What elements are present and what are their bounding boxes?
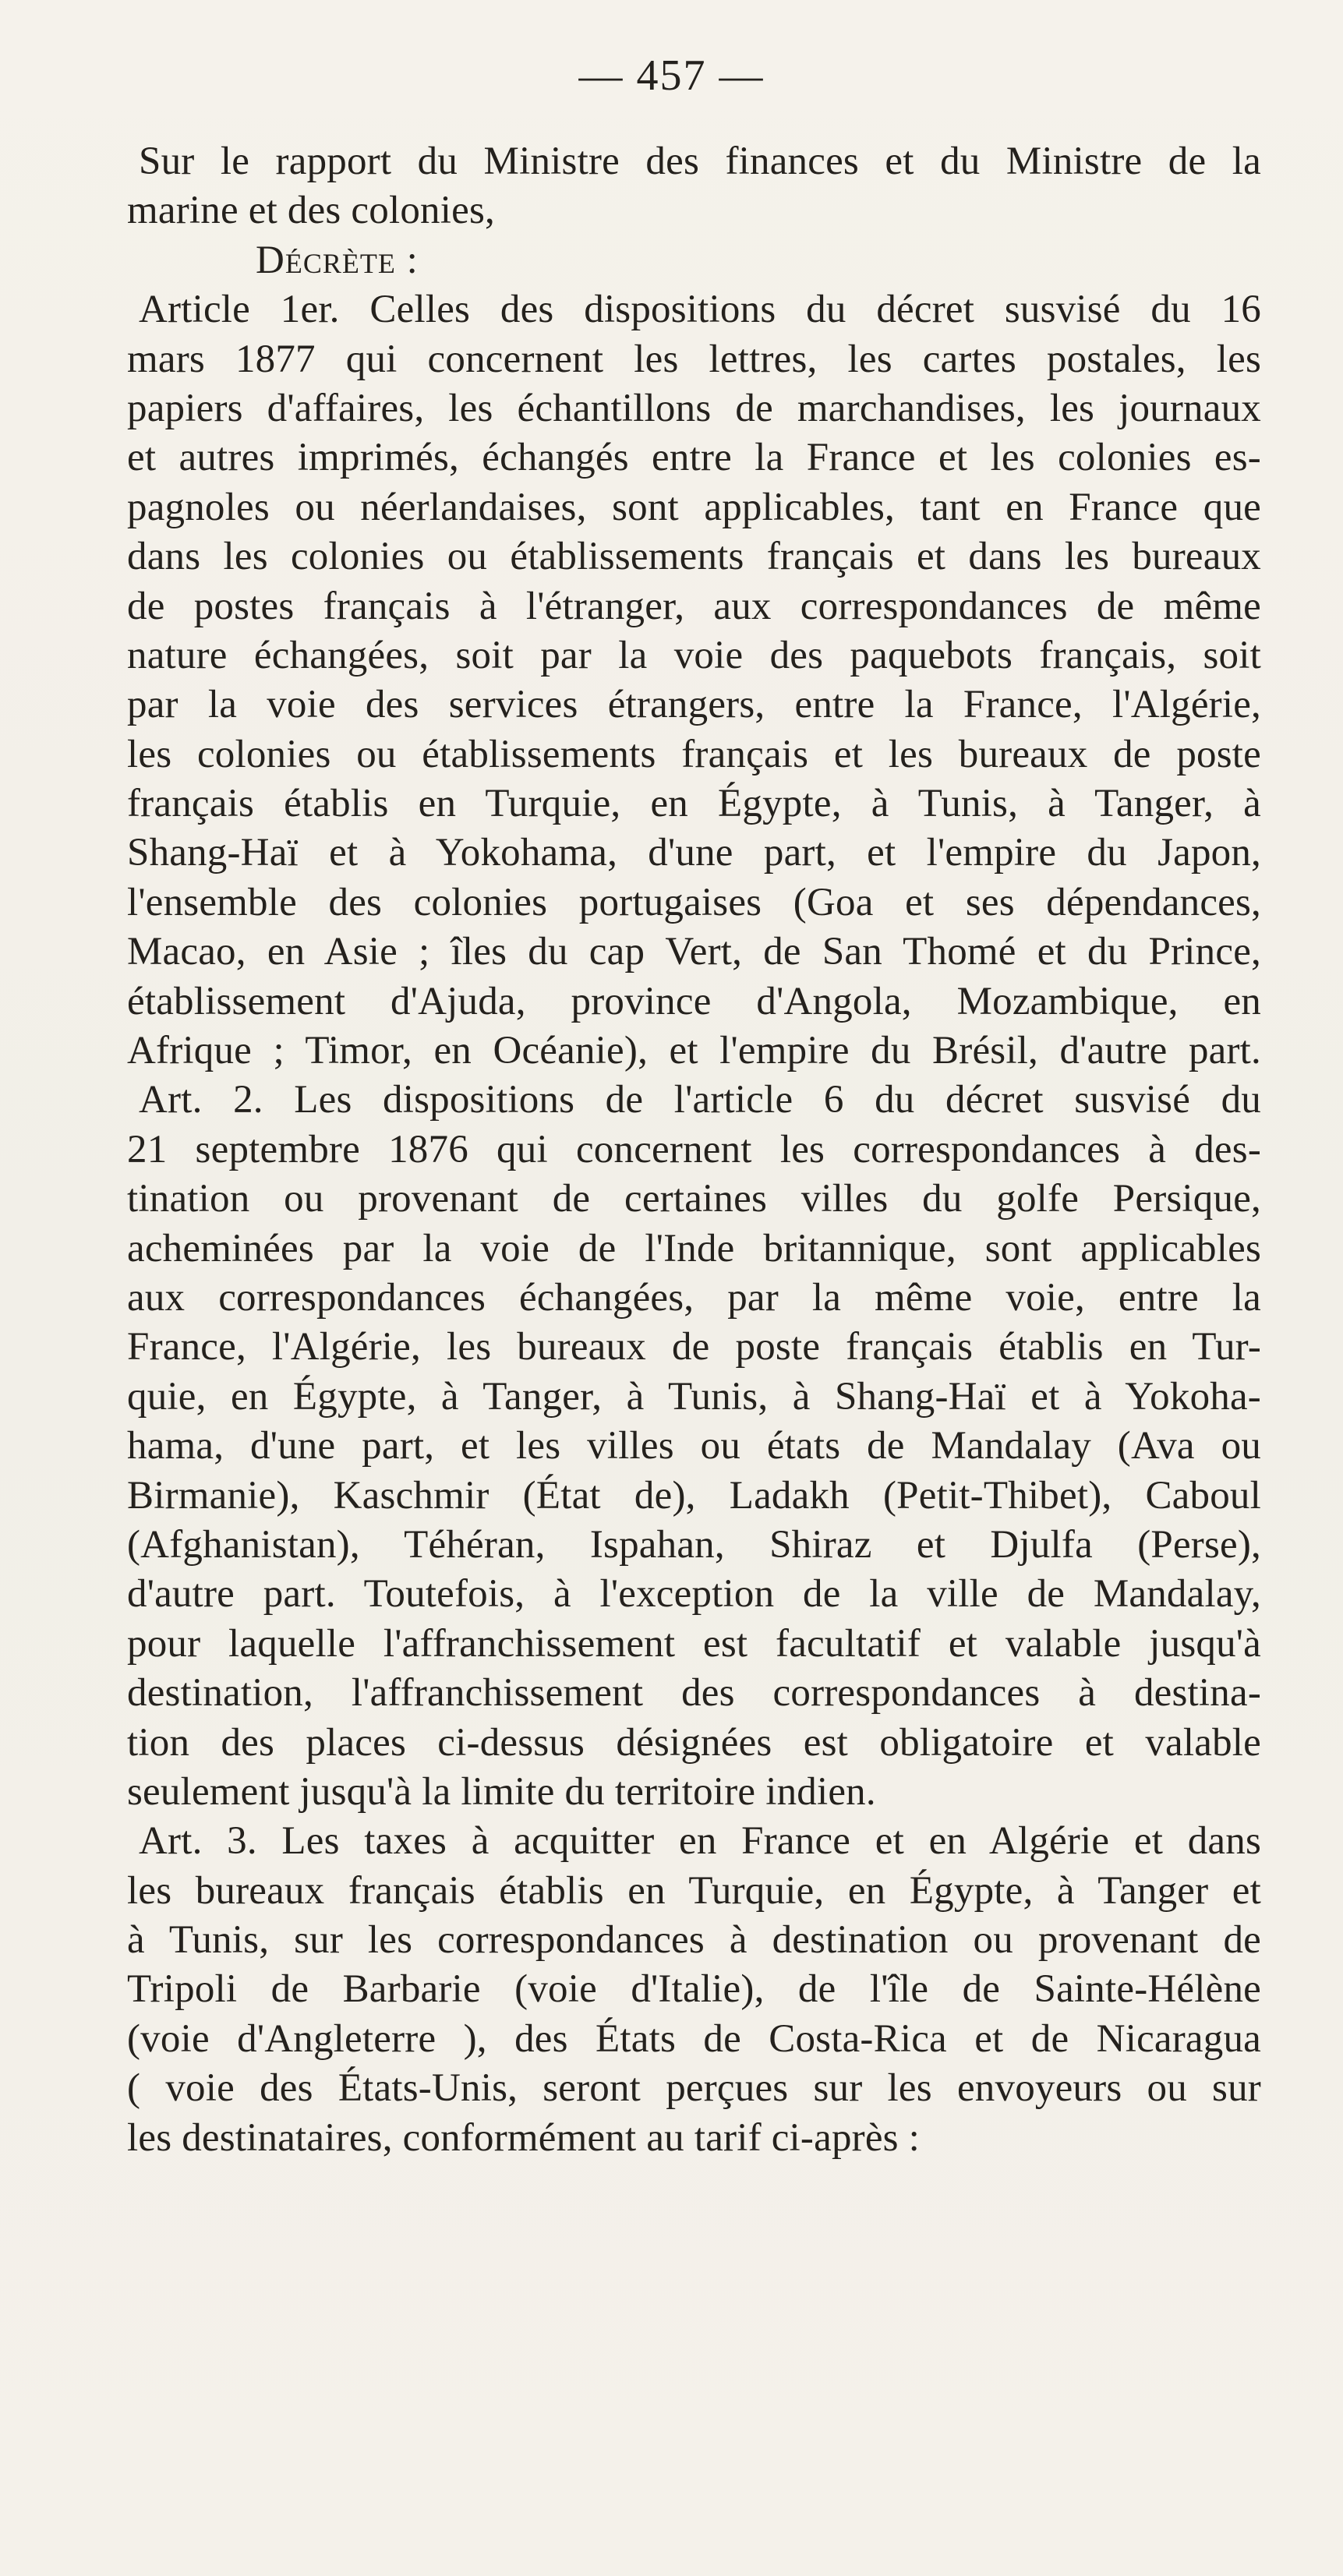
text-line: France, l'Algérie, les bureaux de poste français établis en Tur- [127, 1325, 1261, 1369]
page-number: — 457 — [578, 51, 765, 100]
text-line: Shang-Haï et à Yokohama, d'une part, et l'empire du Japon, [127, 831, 1261, 875]
text-line: aux correspondances échangées, par la même voie, entre la [127, 1275, 1261, 1320]
text-line: de postes français à l'étranger, aux correspondances de même [127, 584, 1261, 628]
text-line: tion des places ci-dessus désignées est obligatoire et valable [127, 1720, 1261, 1765]
text-line: hama, d'une part, et les villes ou états de Mandalay (Ava ou [127, 1424, 1261, 1468]
text-line: les colonies ou établissements français et les bureaux de poste [127, 732, 1261, 776]
text-line: marine et des colonies, [127, 189, 495, 233]
text-line: l'ensemble des colonies portugaises (Goa et ses dépendances, [127, 880, 1261, 924]
decree-heading [127, 236, 1261, 285]
text-line: établissement d'Ajuda, province d'Angola, Mozambique, en [127, 979, 1261, 1023]
text-line: à Tunis, sur les correspondances à destination ou provenant de [127, 1918, 1261, 1963]
text-line: français établis en Turquie, en Égypte, à Tunis, à Tanger, à [127, 782, 1261, 826]
text-line: destination, l'affranchissement des correspondances à destina- [127, 1671, 1261, 1716]
text-line: dans les colonies ou établissements français et dans les bureaux [127, 535, 1261, 579]
text-line: les bureaux français établis en Turquie, en Égypte, à Tanger et [127, 1868, 1261, 1913]
text-line: d'autre part. Toutefois, à l'exception de la ville de Mandalay, [127, 1572, 1261, 1617]
text-line: tination ou provenant de certaines villes du golfe Persique, [127, 1177, 1261, 1221]
text-line: Article 1er. Celles des dispositions du décret susvisé du 16 [139, 288, 1261, 332]
text-line: (voie d'Angleterre ), des États de Costa-Rica et de Nicaragua [127, 2016, 1261, 2061]
text-line: Sur le rapport du Ministre des finances et du Ministre de la [139, 140, 1261, 183]
text-line: acheminées par la voie de l'Inde britannique, sont applicables [127, 1226, 1261, 1270]
document-body [127, 137, 1261, 2163]
text-line: quie, en Égypte, à Tanger, à Tunis, à Shang-Haï et à Yokoha- [127, 1374, 1261, 1419]
text-line: ( voie des États-Unis, seront perçues sur les envoyeurs ou sur [127, 2066, 1261, 2111]
text-line: les destinataires, conformément au tarif ci-après : [127, 2115, 921, 2160]
text-line: (Afghanistan), Téhéran, Ispahan, Shiraz et Djulfa (Perse), [127, 1522, 1261, 1567]
text-line: pour laquelle l'affranchissement est facultatif et valable jusqu'à [127, 1621, 1261, 1666]
text-line: Birmanie), Kaschmir (État de), Ladakh (Petit-Thibet), Caboul [127, 1473, 1261, 1518]
text-line: Art. 2. Les dispositions de l'article 6 du décret susvisé du [139, 1078, 1261, 1122]
text-line: 21 septembre 1876 qui concernent les correspondances à des- [127, 1127, 1261, 1171]
text-line: seulement jusqu'à la limite du territoire indien. [127, 1769, 876, 1814]
text-line: Afrique ; Timor, en Océanie), et l'empire du Brésil, d'autre part. [127, 1029, 1261, 1073]
text-line: et autres imprimés, échangés entre la France et les colonies es- [127, 436, 1261, 480]
text-line: nature échangées, soit par la voie des paquebots français, soit [127, 633, 1261, 677]
text-line: mars 1877 qui concernent les lettres, les cartes postales, les [127, 337, 1261, 381]
text-line: Tripoli de Barbarie (voie d'Italie), de l'île de Sainte-Hélène [127, 1967, 1261, 2012]
text-line: pagnoles ou néerlandaises, sont applicables, tant en France que [127, 485, 1261, 529]
text-line: par la voie des services étrangers, entre la France, l'Algérie, [127, 683, 1261, 727]
text-line: papiers d'affaires, les échantillons de marchandises, les journaux [127, 386, 1261, 430]
text-line: Macao, en Asie ; îles du cap Vert, de San Thomé et du Prince, [127, 930, 1261, 974]
text-line: Art. 3. Les taxes à acquitter en France et en Algérie et dans [139, 1819, 1261, 1864]
decree-label: Décrète : [256, 238, 419, 282]
